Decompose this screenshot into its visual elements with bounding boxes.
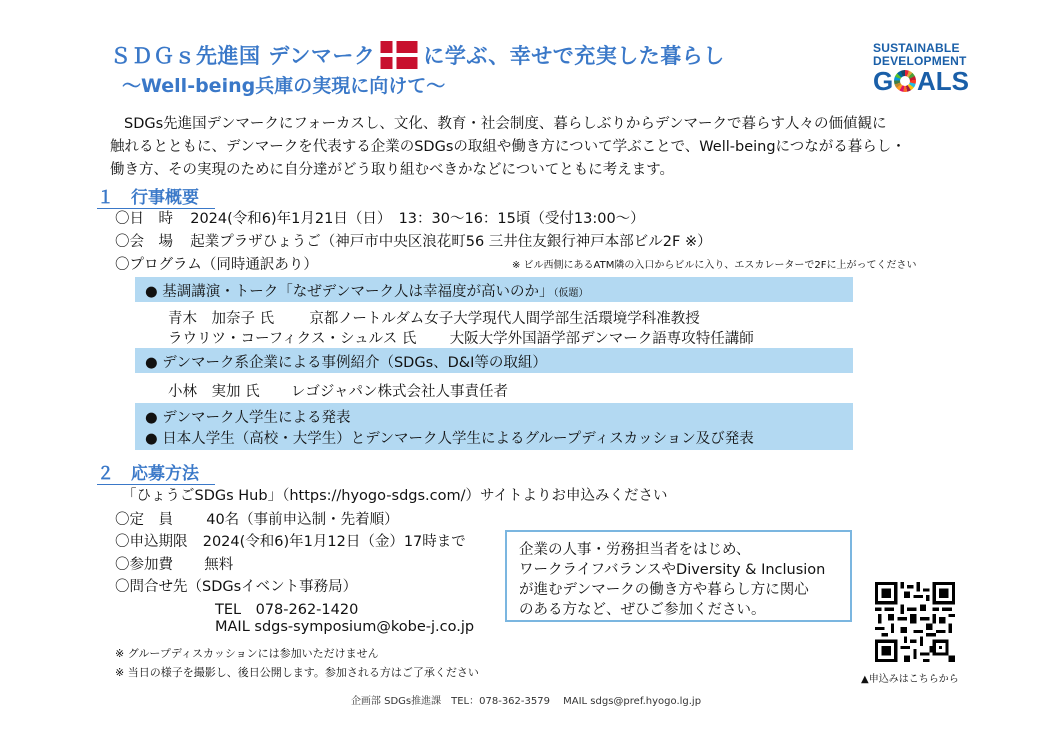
speaker-row (168, 307, 700, 328)
logo-goals-g: G (873, 66, 894, 96)
target-audience-callout (505, 530, 852, 622)
qr-label: ▲申込みはこちらから (861, 674, 959, 685)
program-label: 〇プログラム（同時通訳あり） (115, 257, 318, 273)
note-line: ※ グループディスカッションには参加いただけません (115, 647, 379, 660)
speaker-row (168, 327, 754, 348)
logo-goals (873, 68, 969, 94)
logo-line2: DEVELOPMENT (873, 54, 967, 68)
contact-label: 〇問合せ先（SDGsイベント事務局） (115, 579, 358, 595)
intro-line: 触れるとともに、デンマークを代表する企業のSDGsの取組や働き方について学ぶことで、Well-beingにつながる暮らし・ (110, 139, 906, 155)
title-part2: に学ぶ、幸せで充実した暮らし (423, 44, 725, 68)
denmark-flag-icon (379, 41, 419, 69)
band-line: ● デンマーク人学生による発表 (145, 410, 351, 426)
intro-line: 働き方、その実現のために自分達がどう取り組むべきかなどについてともに考えます。 (110, 162, 675, 178)
speaker-role: 京都ノートルダム女子大学現代人間学部生活環境学科准教授 (309, 311, 700, 327)
venue-note: ※ ビル西側にあるATM隣の入口からビルに入り、エスカレーターで2Fに上がってください (512, 260, 917, 271)
footer-contact: 企画部 SDGs推進課 TEL：078-362-3579 MAIL sdgs@pref.hyogo.lg.jp (350, 696, 702, 707)
contact-tel: TEL 078-262-1420 (215, 602, 359, 618)
deadline-label: 〇申込期限 (115, 534, 188, 550)
band-line (145, 280, 588, 301)
program-band-students (135, 403, 853, 450)
speaker-name: 青木 加奈子 氏 (168, 311, 275, 327)
intro-text (110, 113, 970, 182)
band-line: ● 日本人学生（高校・大学生）とデンマーク人学生によるグループディスカッション及び発表 (145, 431, 754, 447)
logo-line1: SUSTAINABLE (873, 41, 960, 55)
deadline-row (115, 530, 466, 551)
keynote-title: ● 基調講演・トーク「なぜデンマーク人は幸福度が高いのか」 (145, 284, 554, 300)
date-value: 2024(令和6)年1月21日（日） 13：30～16：15頃（受付13:00～） (190, 211, 645, 227)
sdgs-logo (873, 42, 969, 94)
page-title (110, 40, 725, 70)
fee-label: 〇参加費 (115, 557, 173, 573)
capacity-label: 〇定 員 (115, 512, 173, 528)
logo-goals-rest: ALS (917, 66, 969, 96)
deadline-value: 2024(令和6)年1月12日（金）17時まで (202, 534, 466, 550)
program-band-keynote (135, 277, 853, 302)
intro-line: SDGs先進国デンマークにフォーカスし、文化、教育・社会制度、暮らしぶりからデンマークで暮らす人々の価値観に (124, 116, 887, 132)
section2-heading: ２ 応募方法 (97, 459, 215, 485)
note-line: ※ 当日の様子を撮影し、後日公開します。参加される方はご了承ください (115, 666, 479, 679)
date-label: 〇日 時 (115, 211, 173, 227)
speaker-role: レゴジャパン株式会社人事責任者 (290, 384, 509, 400)
speaker-role: 大阪大学外国語学部デンマーク語専攻特任講師 (449, 331, 754, 347)
capacity-value: 40名（事前申込制・先着順） (206, 512, 399, 528)
speaker-row (168, 380, 508, 401)
date-row (115, 207, 645, 228)
band-line: ● デンマーク系企業による事例紹介（SDGs、D&I等の取組） (145, 355, 547, 371)
page-subtitle: ～Well-being兵庫の実現に向けて～ (122, 75, 446, 97)
callout-line: ワークライフバランスやDiversity & Inclusion (519, 562, 826, 578)
fee-value: 無料 (204, 557, 234, 573)
capacity-row (115, 508, 399, 529)
contact-mail[interactable]: MAIL sdgs-symposium@kobe-j.co.jp (215, 619, 475, 635)
callout-line: のある方など、ぜひご参加ください。 (519, 602, 766, 618)
program-band-case (135, 348, 853, 373)
speaker-name: 小林 実加 氏 (168, 384, 260, 400)
callout-line: が進むデンマークの働き方や暮らし方に関心 (519, 582, 809, 598)
title-part1: ＳＤＧｓ先進国 デンマーク (110, 44, 376, 68)
qr-code-icon[interactable] (875, 582, 955, 662)
sdg-wheel-icon (894, 70, 916, 92)
fee-row (115, 553, 233, 574)
venue-row (115, 230, 712, 251)
callout-line: 企業の人事・労務担当者をはじめ、 (519, 542, 751, 558)
venue-value: 起業プラザひょうご（神戸市中央区浪花町56 三井住友銀行神戸本部ビル2F ※） (190, 234, 712, 250)
section1-heading: １ 行事概要 (97, 183, 215, 209)
venue-label: 〇会 場 (115, 234, 173, 250)
keynote-suffix: （仮題） (553, 288, 589, 299)
apply-line: 「ひょうごSDGs Hub」（https://hyogo-sdgs.com/）サイトよりお申込みください (122, 488, 668, 504)
speaker-name: ラウリツ・コーフィクス・シュルス 氏 (168, 331, 417, 347)
